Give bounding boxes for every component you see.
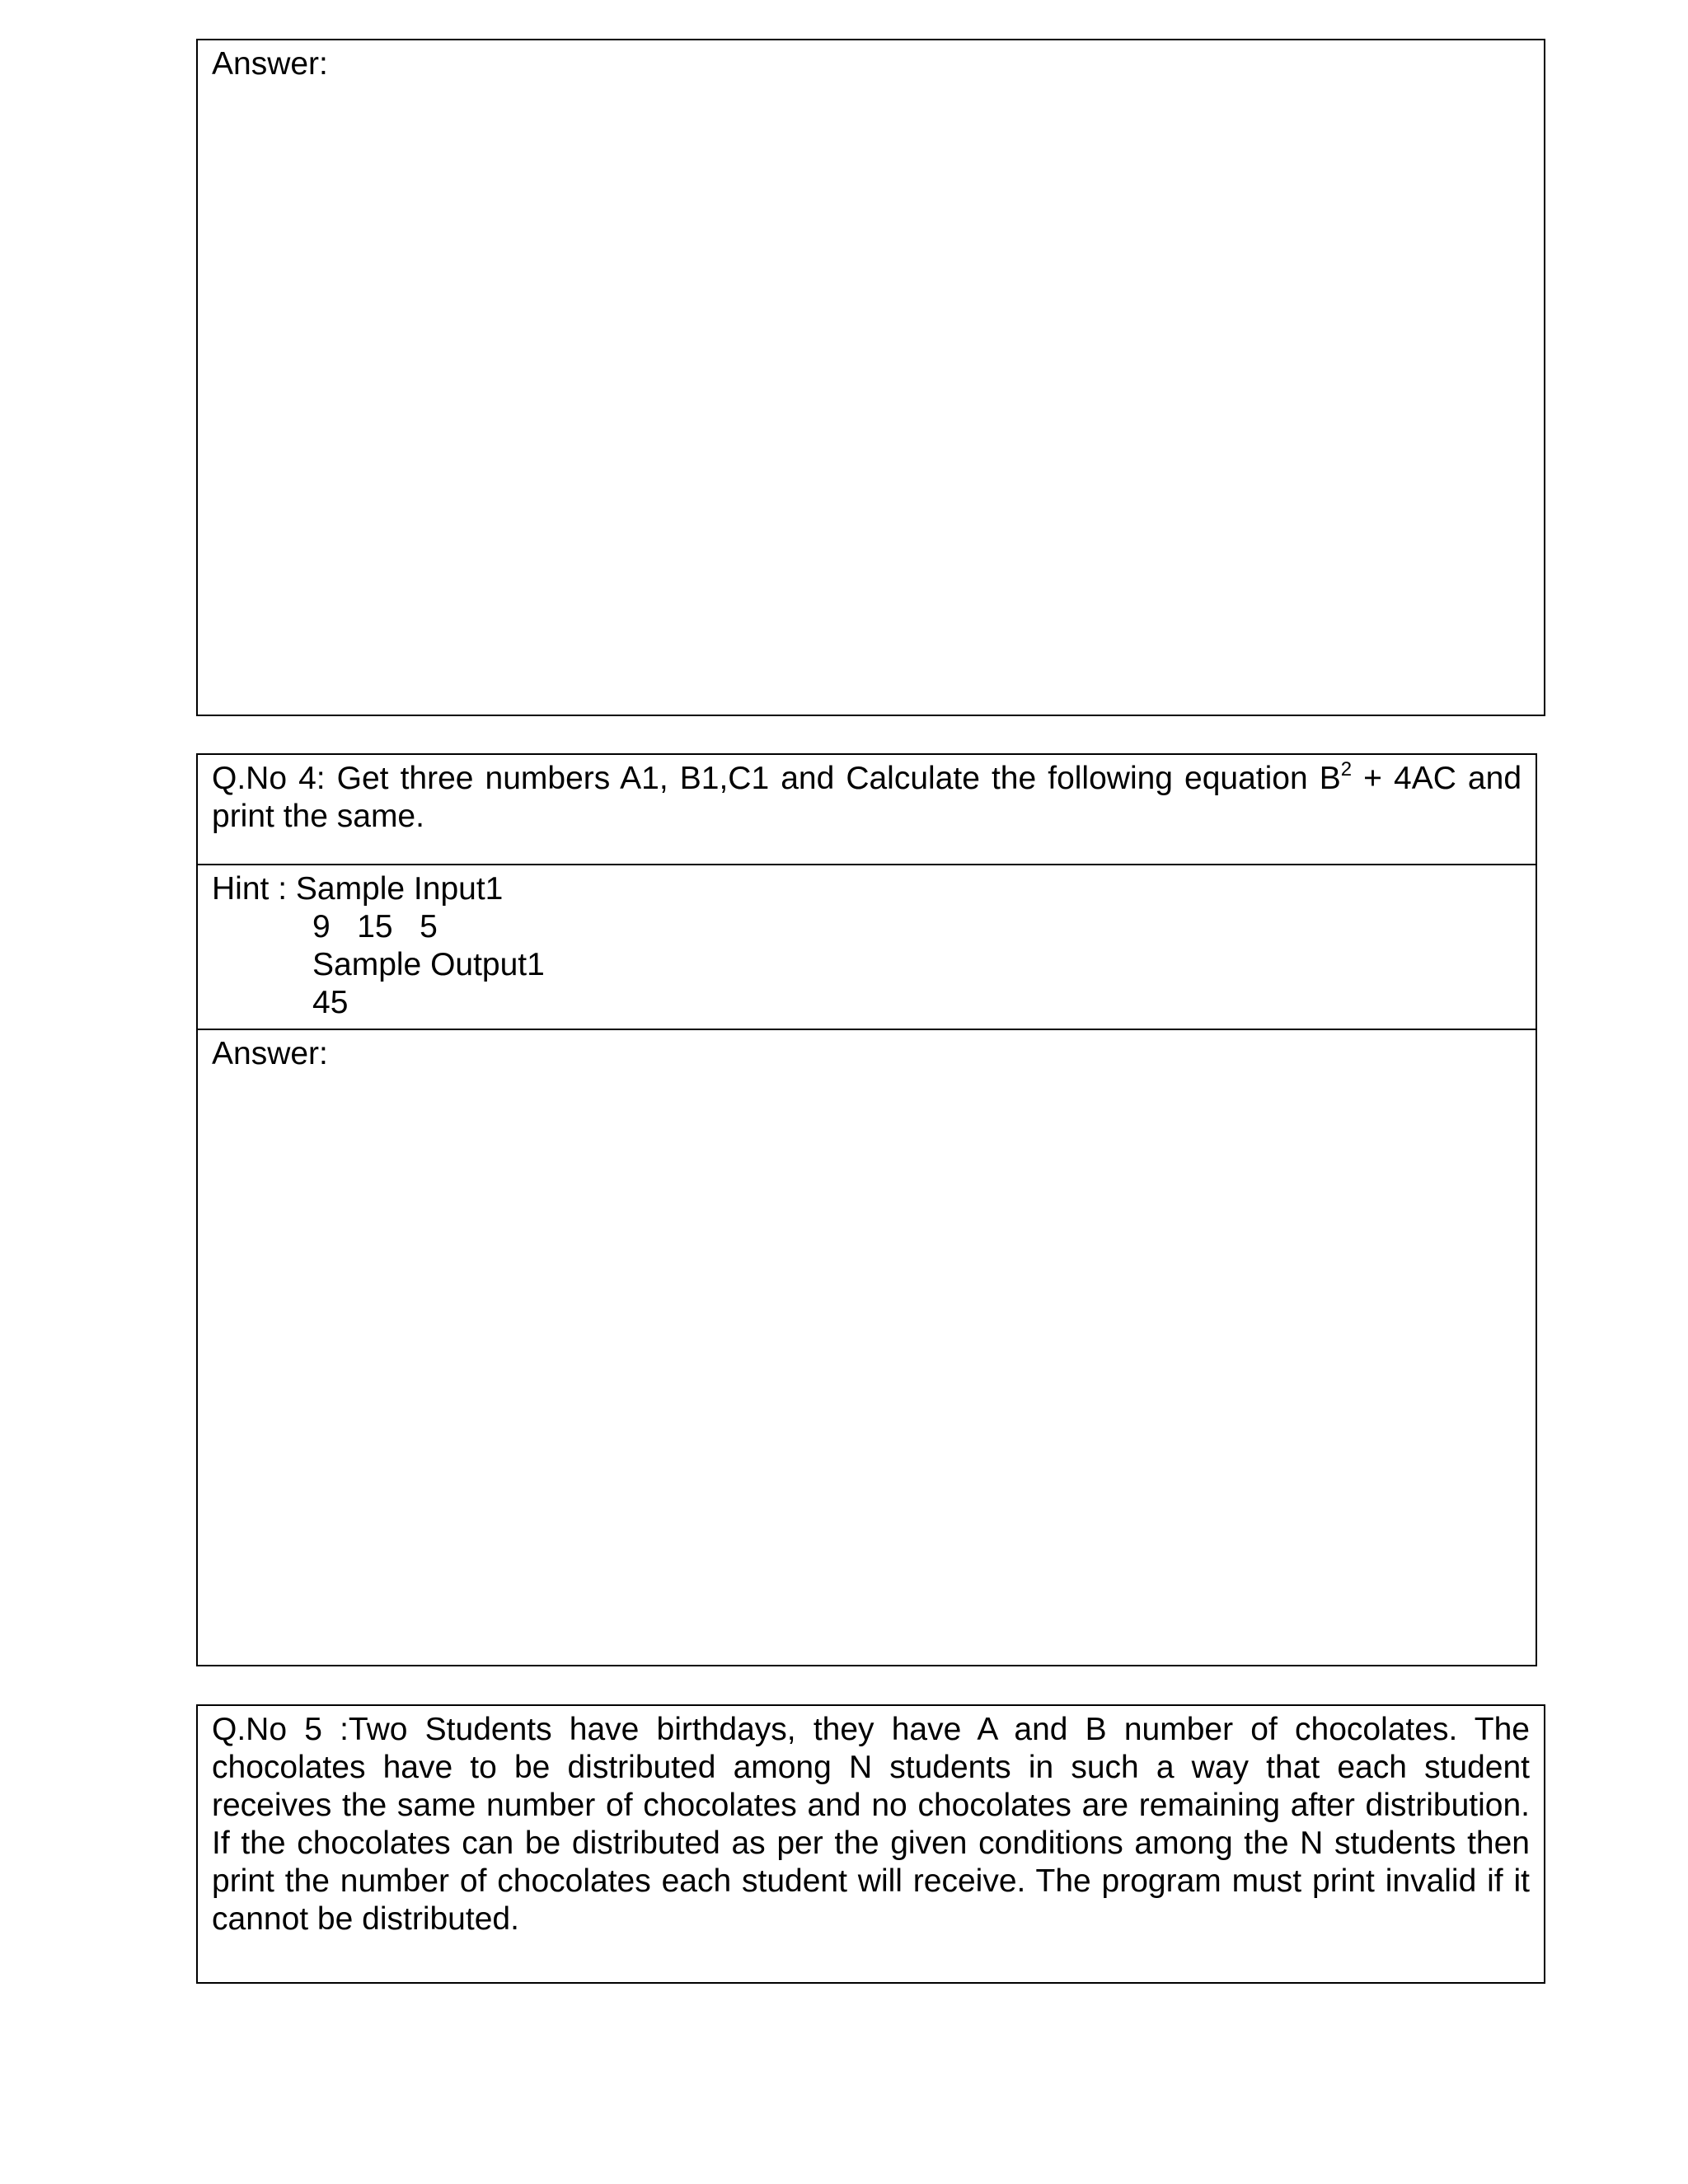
question-4-text: Q.No 4: Get three numbers A1, B1,C1 and Calculate the following equation $B^2 + 4AC$ and print the same. — [212, 758, 1522, 834]
question-4-cell — [198, 755, 1536, 864]
superscript-two: 2 — [1340, 758, 1353, 780]
sample-input-value: 9 15 5 — [312, 909, 438, 944]
question-5-box — [196, 1704, 1545, 1984]
hint-label: Hint : Sample Input1 — [212, 871, 504, 907]
hint-cell — [198, 864, 1536, 1029]
question-4-table — [196, 753, 1537, 1666]
answer-box-top — [196, 39, 1545, 716]
sample-output-label: Sample Output1 — [312, 947, 545, 982]
question-5-cell — [198, 1706, 1544, 1982]
answer-cell-q4 — [198, 1029, 1536, 1665]
answer-label-q4: Answer: — [212, 1036, 328, 1071]
answer-label: Answer: — [212, 46, 328, 82]
sample-output-value: 45 — [312, 985, 349, 1020]
question-5-text: Q.No 5 :Two Students have birthdays, they have A and B number of chocolates. The chocolates have to be distributed among N students in such a way that each student receives the same number of chocolates and no chocolates are remaining after distribution. If the chocolates can be distributed as per the given conditions among the N students then print the number of chocolates each student will receive. The program must print invalid if it cannot be distributed. — [212, 1712, 1530, 1937]
answer-cell-top — [198, 40, 1544, 715]
